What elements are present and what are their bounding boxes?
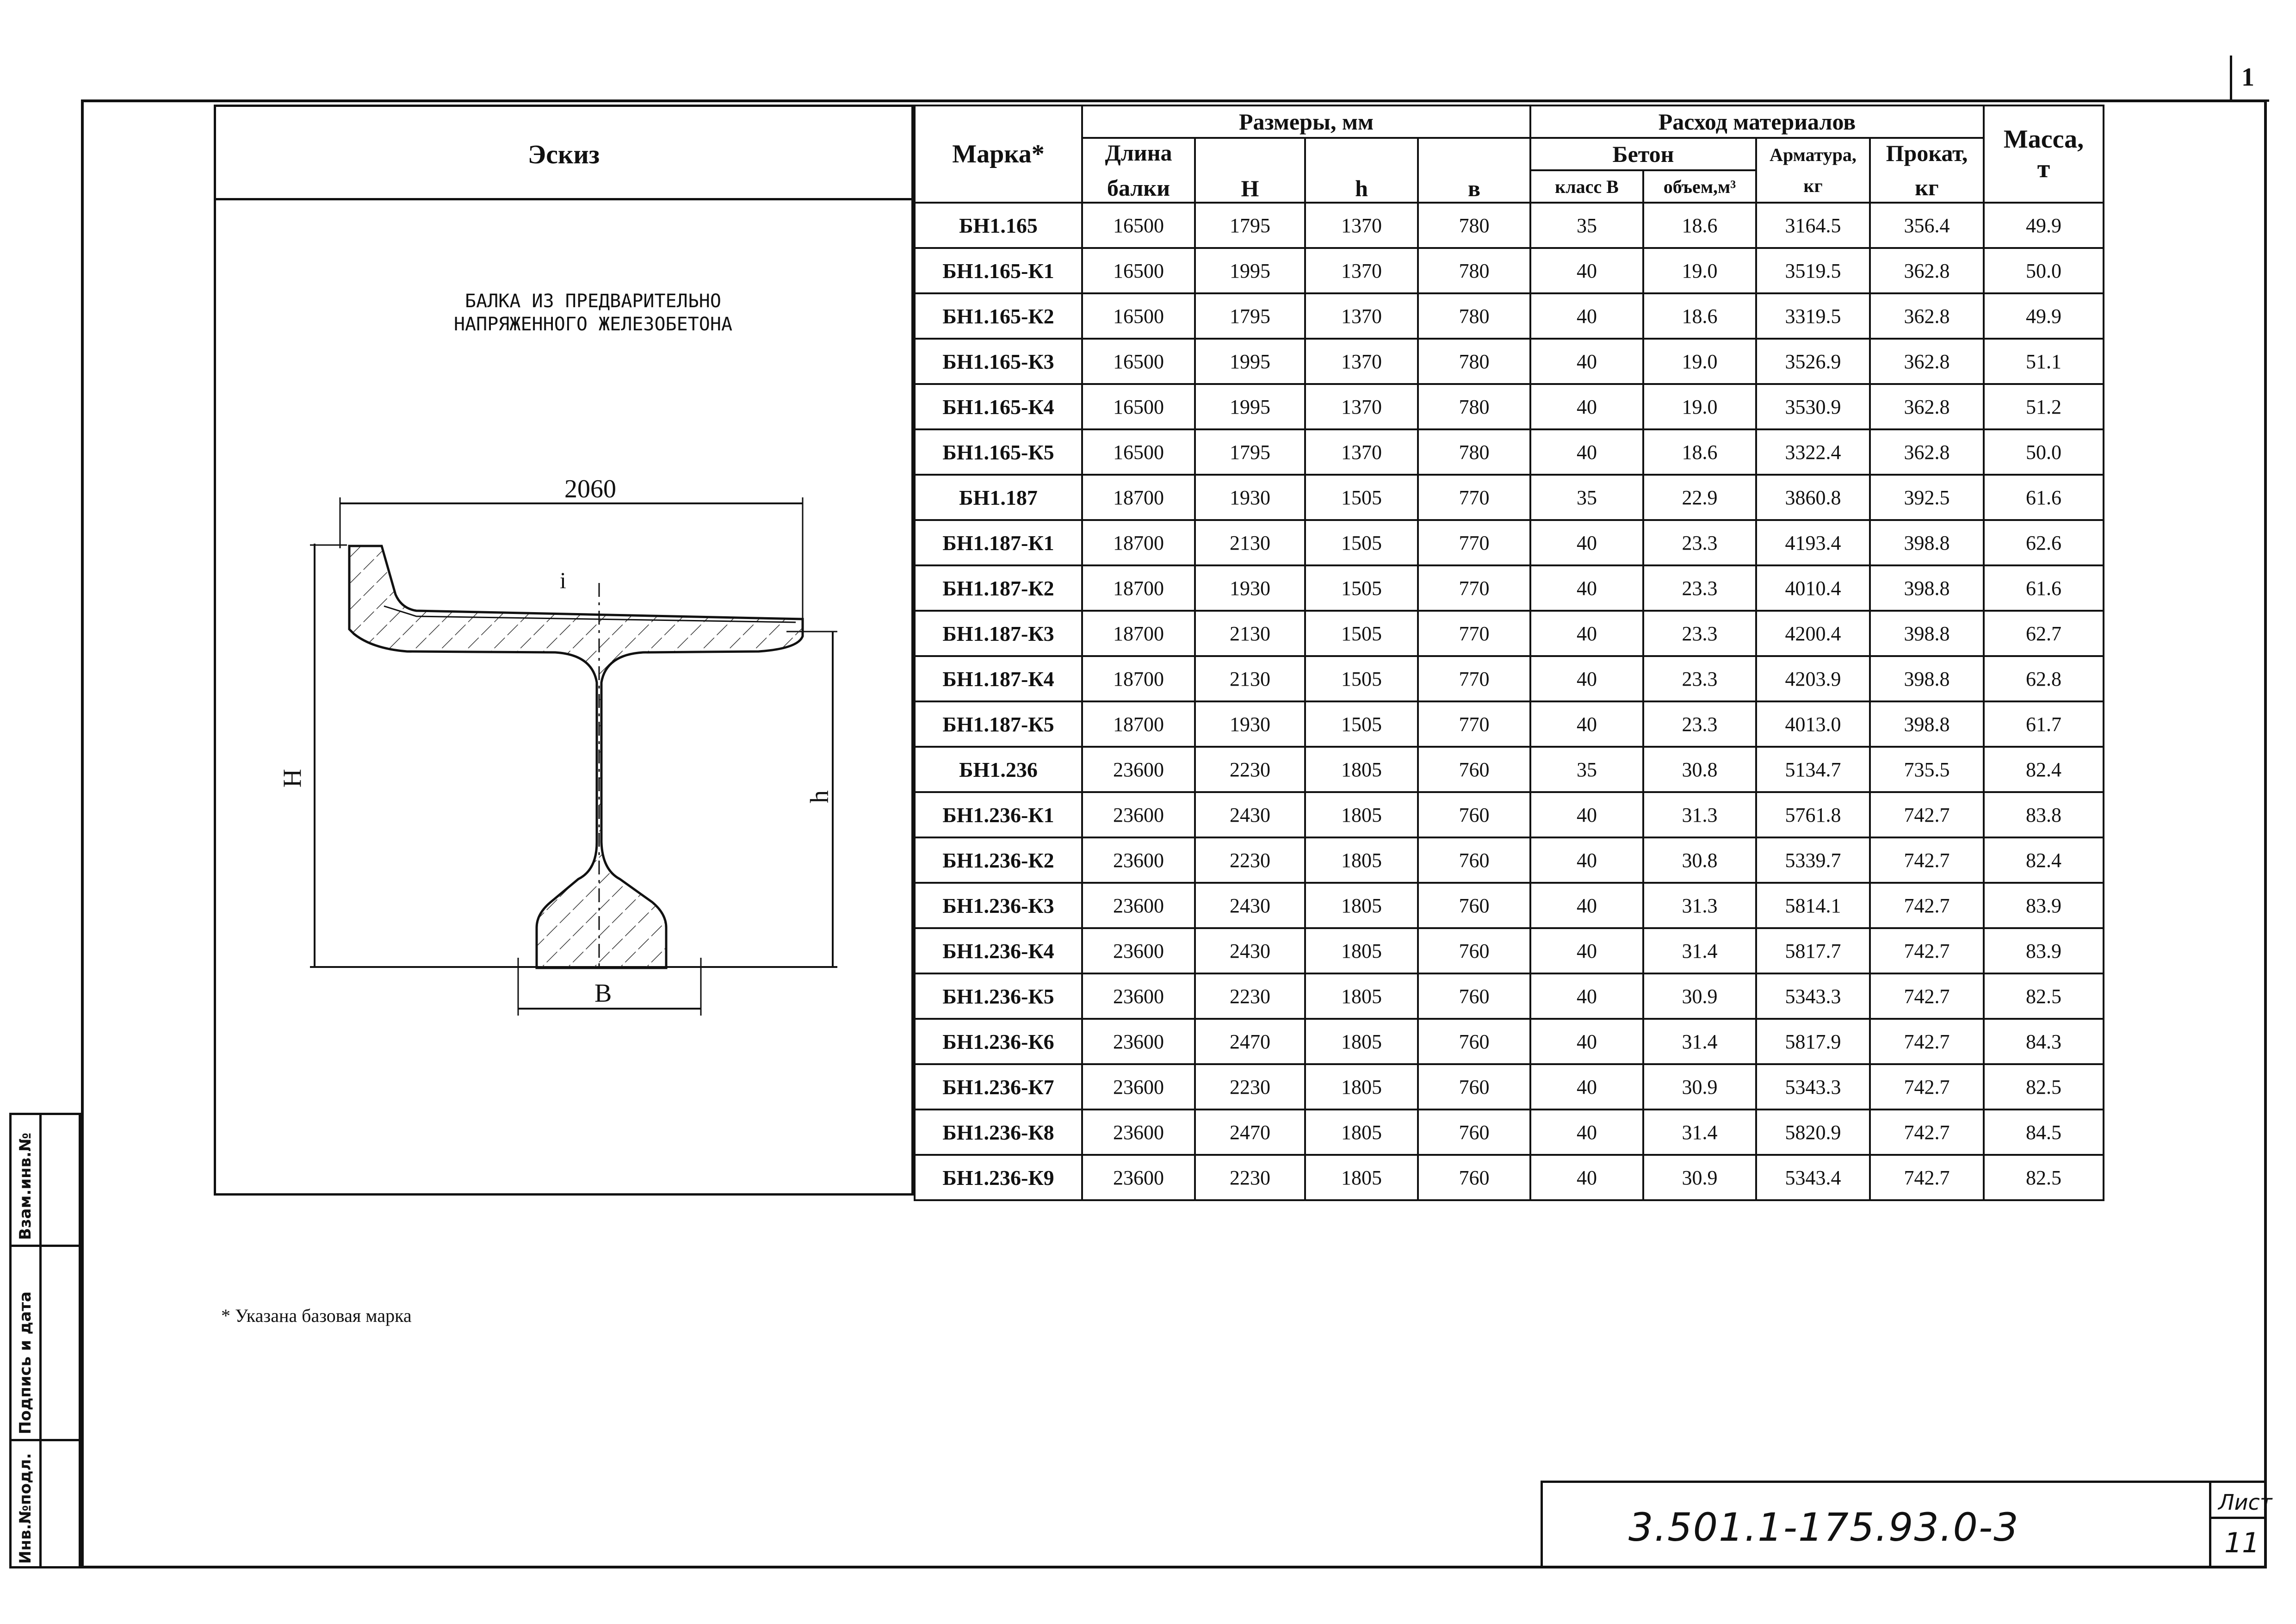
cell-rolled: 742.7 [1870,973,1984,1019]
cell-mark: БН1.236-К6 [915,1019,1082,1064]
cell-mark: БН1.236-К3 [915,883,1082,928]
cell-rebar: 4200.4 [1756,611,1870,656]
cell-H: 2430 [1195,883,1305,928]
cell-vol: 30.8 [1643,747,1756,792]
cell-rolled: 742.7 [1870,837,1984,883]
subgroup-concrete: Бетон [1530,138,1756,170]
cell-mass: 50.0 [1984,248,2104,293]
cell-rebar: 3322.4 [1756,429,1870,475]
table-row [915,1110,2104,1155]
cell-cls: 40 [1530,293,1643,339]
cell-mass: 61.7 [1984,701,2104,747]
cell-vol: 23.3 [1643,611,1756,656]
cell-b: 760 [1418,1155,1530,1200]
cell-mass: 82.5 [1984,1064,2104,1110]
cell-vol: 31.3 [1643,883,1756,928]
cell-cls: 40 [1530,928,1643,973]
cell-mass: 83.9 [1984,883,2104,928]
cell-h: 1505 [1305,656,1418,701]
cell-vol: 22.9 [1643,475,1756,520]
cell-h: 1805 [1305,1019,1418,1064]
cell-mass: 49.9 [1984,293,2104,339]
cell-h: 1805 [1305,883,1418,928]
cell-mark: БН1.236-К4 [915,928,1082,973]
sketch-caption-line2: НАПРЯЖЕННОГО ЖЕЛЕЗОБЕТОНА [453,314,733,335]
sign-date-label: Подпись и дата [16,1291,35,1434]
cell-b: 780 [1418,384,1530,429]
cell-vol: 30.9 [1643,973,1756,1019]
cell-rolled: 742.7 [1870,883,1984,928]
cell-H: 2470 [1195,1019,1305,1064]
cell-vol: 31.4 [1643,1110,1756,1155]
cell-rolled: 362.8 [1870,429,1984,475]
corner-mark-text: 1 [2241,63,2254,92]
dim-label-top: 2060 [564,475,616,503]
cell-b: 760 [1418,1019,1530,1064]
cell-H: 2430 [1195,792,1305,837]
table-row [915,339,2104,384]
table-row [915,701,2104,747]
cell-mark: БН1.165 [915,203,1082,248]
cell-h: 1370 [1305,429,1418,475]
cell-mark: БН1.165-К1 [915,248,1082,293]
cell-mark: БН1.236-К8 [915,1110,1082,1155]
col-length-l2: балки [1107,175,1170,201]
cell-cls: 40 [1530,339,1643,384]
cell-length: 23600 [1082,792,1195,837]
cell-b: 780 [1418,248,1530,293]
table-row [915,792,2104,837]
cell-cls: 40 [1530,611,1643,656]
cell-b: 760 [1418,792,1530,837]
cell-mass: 61.6 [1984,565,2104,611]
table-row [915,203,2104,248]
cell-length: 23600 [1082,928,1195,973]
cell-b: 770 [1418,520,1530,565]
cell-h: 1505 [1305,611,1418,656]
title-block-divider [2209,1481,2211,1568]
cell-vol: 23.3 [1643,701,1756,747]
cell-length: 23600 [1082,837,1195,883]
cell-mark: БН1.236 [915,747,1082,792]
sheet-label: Лист [2218,1490,2272,1515]
sheet-number: 11 [2224,1527,2260,1559]
cell-length: 18700 [1082,565,1195,611]
cell-H: 1930 [1195,701,1305,747]
table-row [915,837,2104,883]
table-row [915,520,2104,565]
side-strip-row2 [9,1439,81,1441]
cell-cls: 40 [1530,248,1643,293]
beam-section-shape [349,546,803,968]
cell-H: 1795 [1195,203,1305,248]
cell-cls: 35 [1530,475,1643,520]
table-row [915,1064,2104,1110]
cell-rolled: 362.8 [1870,293,1984,339]
table-row [915,565,2104,611]
cell-mark: БН1.236-К7 [915,1064,1082,1110]
cell-H: 1930 [1195,565,1305,611]
cell-H: 1930 [1195,475,1305,520]
cell-rebar: 5817.7 [1756,928,1870,973]
cell-b: 770 [1418,475,1530,520]
cell-mass: 82.5 [1984,973,2104,1019]
replace-inv-label: Взам.инв.№ [16,1133,35,1240]
cell-rolled: 742.7 [1870,1019,1984,1064]
dim-label-B: В [594,979,612,1008]
cell-h: 1370 [1305,339,1418,384]
cell-H: 2230 [1195,837,1305,883]
cell-rolled: 742.7 [1870,792,1984,837]
col-rebar-l2: кг [1803,175,1823,196]
cell-mass: 51.1 [1984,339,2104,384]
cell-b: 760 [1418,883,1530,928]
cell-vol: 30.9 [1643,1064,1756,1110]
cell-b: 760 [1418,973,1530,1019]
cell-cls: 40 [1530,565,1643,611]
table-row [915,611,2104,656]
cell-mark: БН1.165-К3 [915,339,1082,384]
cell-rolled: 362.8 [1870,339,1984,384]
table-row [915,475,2104,520]
cell-mass: 83.9 [1984,928,2104,973]
cell-vol: 18.6 [1643,429,1756,475]
table-row [915,928,2104,973]
cell-mass: 50.0 [1984,429,2104,475]
cell-b: 760 [1418,837,1530,883]
cell-b: 780 [1418,293,1530,339]
footnote: * Указана базовая марка [221,1305,412,1326]
cell-length: 16500 [1082,293,1195,339]
cell-cls: 40 [1530,1064,1643,1110]
cell-cls: 40 [1530,1155,1643,1200]
cell-H: 2430 [1195,928,1305,973]
col-b: в [1418,138,1530,203]
cell-rebar: 3519.5 [1756,248,1870,293]
cell-mark: БН1.236-К9 [915,1155,1082,1200]
cell-rebar: 5343.3 [1756,1064,1870,1110]
table-row [915,973,2104,1019]
cell-cls: 40 [1530,1110,1643,1155]
cell-length: 18700 [1082,611,1195,656]
cell-mass: 82.4 [1984,747,2104,792]
cell-length: 23600 [1082,747,1195,792]
cell-vol: 31.4 [1643,928,1756,973]
cell-rebar: 5134.7 [1756,747,1870,792]
cell-b: 770 [1418,611,1530,656]
cell-rebar: 5343.4 [1756,1155,1870,1200]
cell-b: 760 [1418,747,1530,792]
cell-H: 1995 [1195,248,1305,293]
cell-mark: БН1.187-К4 [915,656,1082,701]
cell-rolled: 398.8 [1870,656,1984,701]
cell-vol: 19.0 [1643,339,1756,384]
cell-b: 770 [1418,656,1530,701]
cell-h: 1805 [1305,837,1418,883]
cell-mark: БН1.236-К1 [915,792,1082,837]
cell-mass: 84.5 [1984,1110,2104,1155]
cell-rolled: 735.5 [1870,747,1984,792]
table-row [915,293,2104,339]
side-strip-divider [39,1113,42,1568]
cell-b: 770 [1418,701,1530,747]
cell-h: 1370 [1305,203,1418,248]
col-rolled [1870,138,1984,203]
cell-h: 1805 [1305,1155,1418,1200]
cell-vol: 19.0 [1643,384,1756,429]
cell-vol: 30.9 [1643,1155,1756,1200]
cell-H: 2230 [1195,747,1305,792]
dim-label-h: h [805,790,834,803]
cell-rebar: 5339.7 [1756,837,1870,883]
cell-length: 16500 [1082,339,1195,384]
cell-rebar: 3860.8 [1756,475,1870,520]
col-h: h [1305,138,1418,203]
cell-length: 16500 [1082,429,1195,475]
side-strip-row1 [9,1245,81,1247]
cell-h: 1805 [1305,747,1418,792]
cell-cls: 40 [1530,429,1643,475]
cell-h: 1805 [1305,1064,1418,1110]
sketch-caption-line1: БАЛКА ИЗ ПРЕДВАРИТЕЛЬНО [465,291,721,312]
cell-b: 780 [1418,429,1530,475]
cell-vol: 31.4 [1643,1019,1756,1064]
col-mass [1984,105,2104,203]
cell-mass: 62.8 [1984,656,2104,701]
cell-H: 2130 [1195,520,1305,565]
cell-rolled: 356.4 [1870,203,1984,248]
cell-h: 1505 [1305,701,1418,747]
cell-mark: БН1.187 [915,475,1082,520]
cell-length: 23600 [1082,1064,1195,1110]
col-volume: объем,м³ [1643,170,1756,203]
spec-table-body [915,203,2104,1200]
cell-mark: БН1.165-К5 [915,429,1082,475]
cell-mass: 62.7 [1984,611,2104,656]
cell-h: 1370 [1305,293,1418,339]
cell-H: 2130 [1195,656,1305,701]
cell-rolled: 742.7 [1870,1155,1984,1200]
cell-cls: 35 [1530,203,1643,248]
cell-b: 760 [1418,928,1530,973]
cell-rebar: 5343.3 [1756,973,1870,1019]
spec-table [914,105,2104,1201]
cell-rebar: 3164.5 [1756,203,1870,248]
cell-rebar: 5820.9 [1756,1110,1870,1155]
cell-vol: 31.3 [1643,792,1756,837]
cell-h: 1805 [1305,792,1418,837]
sketch-header: Эскиз [527,139,600,169]
cell-mark: БН1.165-К4 [915,384,1082,429]
table-row [915,248,2104,293]
cell-cls: 40 [1530,701,1643,747]
cell-H: 2230 [1195,973,1305,1019]
cell-cls: 40 [1530,656,1643,701]
cell-h: 1505 [1305,520,1418,565]
cell-H: 1795 [1195,429,1305,475]
cell-h: 1805 [1305,973,1418,1019]
col-class: класс В [1530,170,1643,203]
cell-length: 18700 [1082,520,1195,565]
cell-cls: 40 [1530,1019,1643,1064]
cell-rebar: 3526.9 [1756,339,1870,384]
inv-no-label: Инв.№подл. [16,1453,35,1564]
col-mass-l2: т [2037,155,2050,183]
cell-rebar: 4010.4 [1756,565,1870,611]
cell-length: 16500 [1082,384,1195,429]
cell-mark: БН1.187-К1 [915,520,1082,565]
col-length [1082,138,1195,203]
col-rolled-l2: кг [1915,174,1939,200]
col-mark: Марка* [915,105,1082,203]
cell-vol: 23.3 [1643,565,1756,611]
cell-rebar: 4193.4 [1756,520,1870,565]
cell-rolled: 398.8 [1870,611,1984,656]
cell-length: 23600 [1082,1155,1195,1200]
sketch-header-divider [214,198,914,200]
cell-rebar: 5814.1 [1756,883,1870,928]
cell-b: 780 [1418,203,1530,248]
cell-rebar: 3530.9 [1756,384,1870,429]
cell-b: 760 [1418,1064,1530,1110]
cell-H: 1995 [1195,384,1305,429]
cell-cls: 40 [1530,520,1643,565]
cell-mass: 51.2 [1984,384,2104,429]
cell-cls: 40 [1530,384,1643,429]
table-row [915,429,2104,475]
cell-h: 1505 [1305,475,1418,520]
table-row [915,1019,2104,1064]
cell-length: 23600 [1082,1110,1195,1155]
beam-cross-section [278,472,856,1046]
cell-b: 760 [1418,1110,1530,1155]
cell-vol: 19.0 [1643,248,1756,293]
cell-h: 1370 [1305,248,1418,293]
cell-rolled: 398.8 [1870,701,1984,747]
col-rebar-l1: Арматура, [1770,144,1857,165]
cell-mark: БН1.187-К2 [915,565,1082,611]
cell-h: 1805 [1305,928,1418,973]
cell-vol: 18.6 [1643,293,1756,339]
cell-mass: 82.5 [1984,1155,2104,1200]
table-row [915,384,2104,429]
cell-vol: 30.8 [1643,837,1756,883]
sheet-label-line [2209,1517,2267,1519]
table-row [915,883,2104,928]
col-H: Н [1195,138,1305,203]
cell-mass: 61.6 [1984,475,2104,520]
cell-cls: 35 [1530,747,1643,792]
col-rolled-l1: Прокат, [1886,140,1968,166]
cell-cls: 40 [1530,973,1643,1019]
cell-rolled: 742.7 [1870,1110,1984,1155]
cell-h: 1505 [1305,565,1418,611]
axis-mark: i [560,567,566,593]
cell-h: 1370 [1305,384,1418,429]
cell-rolled: 398.8 [1870,565,1984,611]
cell-mass: 49.9 [1984,203,2104,248]
cell-mark: БН1.187-К5 [915,701,1082,747]
group-materials: Расход материалов [1530,105,1984,138]
cell-mass: 62.6 [1984,520,2104,565]
cell-H: 1795 [1195,293,1305,339]
cell-cls: 40 [1530,792,1643,837]
cell-length: 23600 [1082,973,1195,1019]
cell-mass: 84.3 [1984,1019,2104,1064]
cell-mass: 82.4 [1984,837,2104,883]
cell-H: 1995 [1195,339,1305,384]
cell-b: 780 [1418,339,1530,384]
cell-mark: БН1.165-К2 [915,293,1082,339]
cell-mark: БН1.236-К2 [915,837,1082,883]
cell-rolled: 398.8 [1870,520,1984,565]
cell-rolled: 392.5 [1870,475,1984,520]
cell-rolled: 742.7 [1870,928,1984,973]
cell-length: 18700 [1082,656,1195,701]
cell-H: 2230 [1195,1064,1305,1110]
cell-h: 1805 [1305,1110,1418,1155]
col-rebar [1756,138,1870,203]
cell-rebar: 3319.5 [1756,293,1870,339]
cell-rolled: 742.7 [1870,1064,1984,1110]
group-dims: Размеры, мм [1082,105,1530,138]
cell-rebar: 4203.9 [1756,656,1870,701]
col-mass-l1: Масса, [2003,125,2084,154]
cell-vol: 23.3 [1643,656,1756,701]
cell-rolled: 362.8 [1870,384,1984,429]
dim-label-H: Н [278,769,307,788]
doc-number: 3.501.1-175.93.0-3 [1628,1505,2019,1550]
col-length-l1: Длина [1105,140,1172,166]
cell-length: 16500 [1082,248,1195,293]
cell-cls: 40 [1530,837,1643,883]
cell-length: 18700 [1082,475,1195,520]
cell-mass: 83.8 [1984,792,2104,837]
cell-H: 2130 [1195,611,1305,656]
cell-length: 23600 [1082,1019,1195,1064]
cell-rolled: 362.8 [1870,248,1984,293]
cell-length: 23600 [1082,883,1195,928]
cell-H: 2470 [1195,1110,1305,1155]
cell-rebar: 4013.0 [1756,701,1870,747]
cell-vol: 23.3 [1643,520,1756,565]
cell-length: 18700 [1082,701,1195,747]
table-row [915,747,2104,792]
cell-mark: БН1.236-К5 [915,973,1082,1019]
cell-rebar: 5817.9 [1756,1019,1870,1064]
cell-H: 2230 [1195,1155,1305,1200]
table-row [915,1155,2104,1200]
cell-length: 16500 [1082,203,1195,248]
cell-rebar: 5761.8 [1756,792,1870,837]
cell-b: 770 [1418,565,1530,611]
table-row [915,656,2104,701]
cell-vol: 18.6 [1643,203,1756,248]
cell-mark: БН1.187-К3 [915,611,1082,656]
cell-cls: 40 [1530,883,1643,928]
